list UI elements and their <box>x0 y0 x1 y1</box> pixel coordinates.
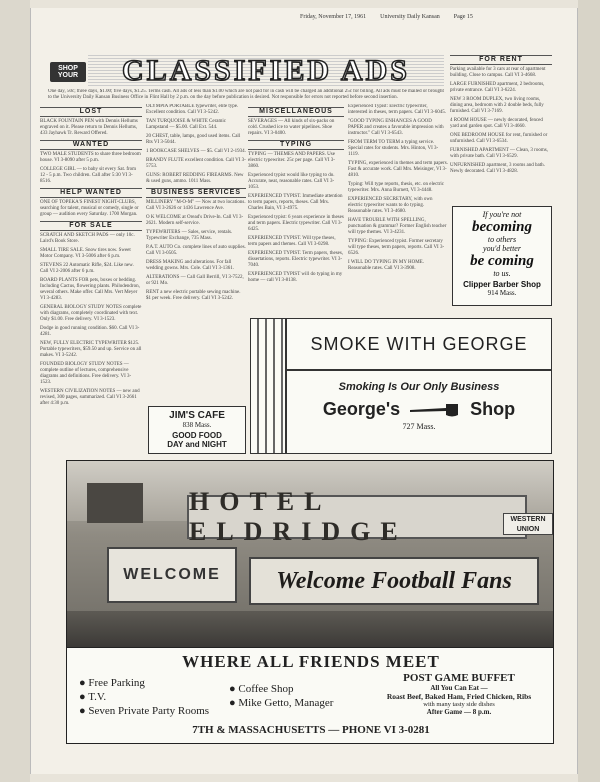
buffet-subtitle: All You Can Eat — <box>430 684 488 692</box>
header-paper: University Daily Kansan <box>380 14 440 20</box>
ad-item: EXPERIENCED TYPIST. Will type theses, term papers and themes. Call VI 3-0298. <box>248 236 336 247</box>
ad-item: NEW 3 ROOM DUPLEX, two living rooms, dining area, bedroom with 2 double beds, fully furnished. Call VI 3-7169. <box>450 97 544 114</box>
rates-notice: One day, 50c; three days, $1.00; five days, $1.25. Terms cash. All ads of less than $1.00 which are not paid for in cash will be charged an additional 25c for billing. All ads must be mailed or brought to the University Daily Kansan Business Office in Flint Hall by 2 p.m. on the day before publication is desired. Not responsible for errors not reported before second insertion. <box>48 89 444 100</box>
ad-item: BLACK FOUNTAIN PEN with Dennis Hellums engraved on it. Please return to Dennis Hellums, 433 Jayhawk Tr. Reward Offered. <box>40 119 138 136</box>
amenity-item: ● Free Parking <box>79 677 145 689</box>
ad-item: RENT a new electric portable sewing machine. $1 per week. Free delivery. Call VI 3-5242. <box>146 290 241 301</box>
section-help-wanted: HELP WANTED <box>40 188 142 198</box>
photo-welcome-block <box>107 547 237 603</box>
where-all-friends-meet-ad <box>66 648 554 744</box>
hotel-eldridge-photo <box>66 460 554 648</box>
clipper-line-6: to us. <box>493 269 511 278</box>
clipper-line-4: you'd better <box>483 244 521 253</box>
ad-item: TWO MALE STUDENTS to share three bedroom house. VI 3-8090 after 5 p.m. <box>40 152 141 163</box>
clipper-address: 914 Mass. <box>487 289 517 297</box>
photo-banner <box>249 557 539 605</box>
amenity-item: ● Mike Getto, Manager <box>229 697 334 709</box>
header-page: Page 15 <box>453 14 473 20</box>
pipe-icon <box>408 401 462 419</box>
ad-item: Dodge in good running condition. $60. Call VI 3-4281. <box>40 326 140 337</box>
clipper-line-2: becoming <box>472 219 532 235</box>
ad-item: TYPING, experienced in themes and term papers. Fast & accurate work. Call Mrs. Meisinger, VI 3-4810. <box>348 161 448 178</box>
ad-item: I WILL DO TYPING IN MY HOME. Reasonable rates. Call VI 3-3908. <box>348 260 424 271</box>
scan-edge-left <box>0 0 30 782</box>
amenity-item: ● T.V. <box>79 691 107 703</box>
ad-item: DRESS MAKING and alterations. For fall wedding gowns. Mrs. Cole. Call VI 3-1361. <box>146 260 234 271</box>
decorative-stripes-left <box>250 318 286 454</box>
scan-edge-right <box>578 0 600 782</box>
jims-cafe-ad <box>148 406 246 454</box>
jims-tagline-2: DAY and NIGHT <box>167 440 227 449</box>
jims-tagline-1: GOOD FOOD <box>172 431 222 440</box>
georges-address: 727 Mass. <box>402 422 436 431</box>
ad-item: Typing: Will type reports, thesis, etc. on electric typewriter. Mrs. Anna Burnett, VI 3-4448. <box>348 182 444 193</box>
section-miscellaneous: MISCELLANEOUS <box>248 107 344 117</box>
ad-item: P.A.T. AUTO Co. complete lines of auto supplies. Call VI 3-0505. <box>146 245 246 256</box>
bottom-address: 7TH & MASSACHUSETTS — PHONE VI 3-0281 <box>192 724 430 736</box>
ad-item: NEW, FULLY ELECTRIC TYPEWRITER $125. Portable typewriters, $59.50 and up. Service on all makes. VI 3-5242. <box>40 341 142 358</box>
clipper-line-5: be coming <box>470 253 534 269</box>
georges-name: George's <box>322 399 401 419</box>
page-header <box>300 14 550 20</box>
column-1 <box>40 104 142 454</box>
ad-item: ONE BEDROOM HOUSE for rent, furnished or unfurnished. Call VI 3-6534. <box>450 133 548 144</box>
ad-item: SMALL TIRE SALE. Snow tires now. Sweet Motor Company. VI 3-5006 after 6 p.m. <box>40 248 131 259</box>
jims-name: JIM'S CAFE <box>169 410 225 421</box>
ad-item: SCRATCH AND SKETCH PADS — only 10c. Laird's Book Store. <box>40 233 135 244</box>
buffet-menu: Roast Beef, Baked Ham, Fried Chicken, Ribs <box>386 692 532 701</box>
ad-item: BOARD PLANTS FOR pets, boxes or bedding. Including Cactus, flowering plants. Philodendron, several others. Make offer. Call Mrs. Vert Meyer VI 3-4283. <box>40 278 140 301</box>
amenity-item: ● Coffee Shop <box>229 683 294 695</box>
amenities-list-2 <box>229 682 379 710</box>
buffet-heading: POST GAME BUFFET <box>403 672 515 684</box>
ad-item: ALTERATIONS — Call Gall Berrill, VI 3-7522, or 921 Mo. <box>146 275 244 286</box>
section-for-sale: FOR SALE <box>40 221 142 231</box>
ad-item: MILLINERY "M-O-M" — Now at two locations. Call VI 3-2626 or 1436 Lawrence Ave. <box>146 200 246 211</box>
column-4 <box>348 104 448 316</box>
ad-item: GENERAL BIOLOGY STUDY NOTES complete with diagrams, completely coordinated with text. Only $1.00. Free delivery. VI 3-1523. <box>40 305 142 322</box>
ad-item: FOUNDED BIOLOGY STUDY NOTES — complete outline of lectures, comprehensive diagrams and definitions. Free delivery. VI 3-1523. <box>40 362 132 385</box>
jims-address: 838 Mass. <box>182 421 212 429</box>
classified-title: CLASSIFIED ADS <box>88 54 444 88</box>
ad-item: BRANDY FLUTE excellent condition. Call VI 3-5753. <box>146 158 246 169</box>
georges-shop-ad <box>286 370 552 454</box>
ad-item: GUNS: ROBERT REDDING FIREARMS. New & used guns, ammo. 1011 Mass. <box>146 173 244 184</box>
ad-item: TYPEWRITERS — Sales, service, rentals. Typewriter Exchange, 735 Mass. <box>146 230 233 241</box>
photo-street <box>67 611 554 648</box>
georges-name-row <box>287 399 551 420</box>
ad-item: WESTERN CIVILIZATION NOTES — new and revised, 300 pages, summarized. Call VI 3-2661 after 4:30 p.m. <box>40 389 140 406</box>
buffet-time: After Game — 8 p.m. <box>426 708 492 716</box>
column-2 <box>146 104 246 404</box>
clipper-shop-name: Clipper Barber Shop <box>463 280 541 289</box>
ad-item: "GOOD TYPING ENHANCES A GOOD PAPER and creates a favorable impression with instructor." Call VI 3-6543. <box>348 119 444 136</box>
georges-shop: Shop <box>470 399 516 419</box>
ad-item: COLLEGE GIRL — to baby sit every Sat. from 12 - 5 p.m. Two children. Call after 5:30 VI 3-8516. <box>40 167 137 184</box>
buffet-extra: with many tasty side dishes <box>423 701 495 708</box>
ad-item: SEVERAGES — All kinds of six-packs on cold. Crushed ice to water pipelines. Shoe repairs. VI 3-0400. <box>248 119 335 136</box>
shop-your-badge: SHOP YOUR <box>50 62 86 82</box>
section-typing: TYPING <box>248 140 344 150</box>
ad-item: OLYMPIA PORTABLE typewriter, elite type. Excellent condition. Call VI 3-5242. <box>146 104 239 115</box>
section-business-services: BUSINESS SERVICES <box>146 188 246 198</box>
welcome-sign-text: WELCOME <box>123 566 221 583</box>
clipper-line-3: to others <box>487 235 517 244</box>
photo-window-left <box>87 483 143 523</box>
ad-item: O K WELCOME at Oread's Drive-In. Call VI 3-2621. Modern self-service. <box>146 215 244 226</box>
ad-item: UNFURNISHED apartment, 3 rooms and bath. Newly decorated. Call VI 3-4828. <box>450 163 545 174</box>
smoke-with-george-banner: SMOKE WITH GEORGE <box>286 318 552 370</box>
ad-item: TAN TURQUOISE & WHITE Ceramic Lampstand — $5.00. Call Ext. 544. <box>146 119 226 130</box>
ad-item: HAVE TROUBLE WITH SPELLING, punctuation & grammar? Former English teacher will type themes. VI 3-4231. <box>348 218 447 235</box>
banner-text: Welcome Football Fans <box>276 567 512 594</box>
section-lost: LOST <box>40 107 142 117</box>
ad-item: FROM TERM TO TERM a typing service. Special rates for students. Mrs. Hinton, VI 3-1119. <box>348 140 439 157</box>
ad-item: 1 BOOKCASE SHELVES — $5. Call VI 2-1934. <box>146 149 246 154</box>
amenities-list-1 <box>79 676 229 718</box>
ad-item: EXPERIENCED TYPIST. Immediate attention to term papers, reports, theses. Call Mrs. Charles Bain, VI 3-4975. <box>248 194 343 211</box>
ad-item: Experienced Typist: Electric typewriter, interested in theses, term papers. Call VI 3-6045. <box>348 104 446 115</box>
header-date: Friday, November 17, 1961 <box>300 14 367 20</box>
ad-item: EXPERIENCED SECRETARY, with own electric typewriter wants to do typing. Reasonable rates. VI 3-4680. <box>348 197 433 214</box>
photo-sign <box>187 487 527 546</box>
clipper-line-1: If you're not <box>482 210 522 219</box>
ad-item: FURNISHED APARTMENT — Clean, 3 rooms, with private bath. Call VI 3-6529. <box>450 148 548 159</box>
hotel-sign-text: HOTEL ELDRIDGE <box>189 487 408 546</box>
bottom-headline: WHERE ALL FRIENDS MEET <box>182 652 440 671</box>
ad-item: LARGE FURNISHED apartment, 2 bedrooms, private entrance. Call VI 3-6224. <box>450 82 545 93</box>
ad-item: ONE OF TOPEKA'S FINEST NIGHT-CLUBS, searching for talent, musical or comedy, single or group — audition every Saturday. 1700 Morgan. <box>40 200 139 217</box>
georges-tagline: Smoking Is Our Only Business <box>338 381 500 393</box>
ad-item: TYPING — THEMES AND PAPERS. Use electric typewriter. 25c per page. Call VI 3-3860. <box>248 152 335 169</box>
ad-item: 20 CHEST, table, lamps, good used items. Call Rts VI 3-5044. <box>146 134 241 145</box>
ad-item: TYPING: Experienced typist. Former secretary will type theses, term papers, reports. Call VI 3-6526. <box>348 239 445 256</box>
ad-item: Experienced typist: 6 years experience in theses and term papers. Electric typewriter. Call VI 3-6425. <box>248 215 344 232</box>
clipper-barber-ad <box>452 206 552 306</box>
column-3 <box>248 104 344 316</box>
ad-item: Parking available for 3 cars at rear of apartment building. Close to campus. Call VI 3-4668. <box>450 67 546 78</box>
section-for-rent: FOR RENT <box>450 55 552 65</box>
ad-item: 4 ROOM HOUSE — newly decorated, fenced yard and garden spot. Call VI 3-4660. <box>450 118 543 129</box>
ad-item: EXPERIENCED TYPIST will do typing in my home — call VI 3-8138. <box>248 272 343 283</box>
column-5 <box>450 52 552 202</box>
photo-western-union: WESTERN UNION <box>503 513 553 535</box>
buffet-box <box>369 672 549 716</box>
section-wanted: WANTED <box>40 140 142 150</box>
ad-item: EXPERIENCED TYPIST. Term papers, theses, dissertations, reports. Electric typewriter. VI 3-7040. <box>248 251 344 268</box>
ad-item: STEVENS 22 Automatic Rifle, $24. Like new. Call VI 2-2006 after 6 p.m. <box>40 263 134 274</box>
classified-masthead <box>48 54 444 88</box>
amenity-item: ● Seven Private Party Rooms <box>79 705 210 717</box>
ad-item: Experienced typist would like typing to do. Accurate, neat, reasonable rates. Call VI 3-1053. <box>248 173 335 190</box>
